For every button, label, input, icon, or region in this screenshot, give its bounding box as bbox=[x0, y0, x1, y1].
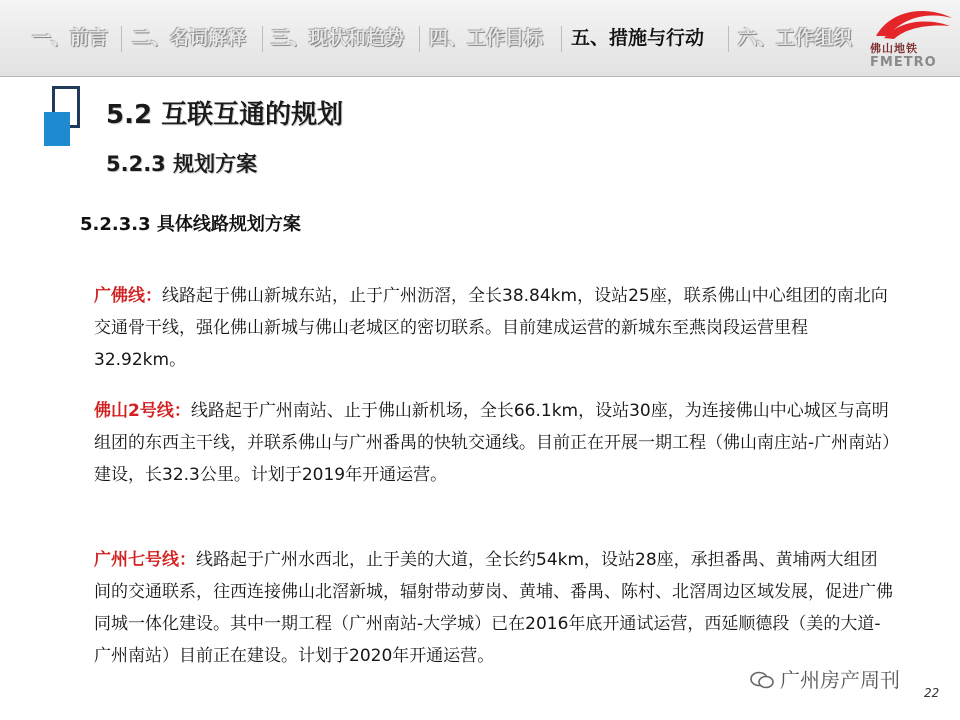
page-number: 22 bbox=[924, 686, 940, 700]
paragraph-text: 线路起于广州南站、止于佛山新机场，全长66.1km，设站30座，为连接佛山中心城区与高明组团的东西主干线，并联系佛山与广州番禺的快轨交通线。目前正在开展一期工程（佛山南庄站-广州南站）建设，长32.3公里。计划于2019年开通运营。 bbox=[94, 401, 891, 485]
nav-divider bbox=[262, 26, 263, 52]
logo-chinese-text: 佛山地铁 bbox=[870, 42, 918, 55]
nav-tab-terms[interactable]: 二、名词解释 bbox=[132, 27, 247, 49]
nav-tab-goals[interactable]: 四、工作目标 bbox=[429, 27, 544, 49]
paragraph-guangfo-line bbox=[94, 280, 894, 376]
fmetro-logo bbox=[870, 6, 954, 72]
logo-english-text: FMETRO bbox=[870, 55, 937, 70]
nav-divider bbox=[419, 26, 420, 52]
paragraph-lead: 广州七号线： bbox=[94, 550, 196, 570]
paragraph-text: 线路起于佛山新城东站，止于广州沥滘，全长38.84km，设站25座，联系佛山中心组团的南北向交通骨干线，强化佛山新城与佛山老城区的密切联系。目前建成运营的新城东至燕岗段运营里程32.92km。 bbox=[94, 286, 888, 370]
nav-divider bbox=[561, 26, 562, 52]
sub-subsection-title: 5.2.3.3 具体线路规划方案 bbox=[80, 214, 301, 235]
fmetro-swoosh-icon bbox=[870, 6, 954, 42]
paragraph-lead: 佛山2号线： bbox=[94, 401, 191, 421]
subsection-title: 5.2.3 规划方案 bbox=[106, 152, 258, 176]
nav-tab-status-trends[interactable]: 三、现状和趋势 bbox=[271, 27, 405, 49]
paragraph-foshan-line-2 bbox=[94, 395, 894, 491]
section-square-icon bbox=[44, 112, 70, 146]
nav-divider bbox=[121, 26, 122, 52]
nav-tab-measures-actions[interactable]: 五、措施与行动 bbox=[571, 27, 705, 49]
top-navigation-bar bbox=[0, 0, 960, 77]
nav-divider bbox=[728, 26, 729, 52]
wechat-icon bbox=[750, 671, 774, 689]
paragraph-lead: 广佛线： bbox=[94, 286, 162, 306]
paragraph-text: 线路起于广州水西北，止于美的大道，全长约54km，设站28座，承担番禺、黄埔两大组团间的交通联系，往西连接佛山北滘新城，辐射带动萝岗、黄埔、番禺、陈村、北滘周边区域发展，促进广佛同城一体化建设。其中一期工程（广州南站-大学城）已在2016年底开通试运营，西延顺德段（美的大道-广州南站）目前正在建设。计划于2020年开通运营。 bbox=[94, 550, 893, 666]
nav-tab-foreword[interactable]: 一、前言 bbox=[32, 27, 109, 49]
watermark bbox=[750, 664, 900, 693]
nav-tab-organization[interactable]: 六、工作组织 bbox=[738, 27, 853, 49]
watermark-text: 广州房产周刊 bbox=[780, 668, 900, 692]
paragraph-guangzhou-line-7 bbox=[94, 544, 894, 672]
section-title: 5.2 互联互通的规划 bbox=[106, 100, 344, 130]
